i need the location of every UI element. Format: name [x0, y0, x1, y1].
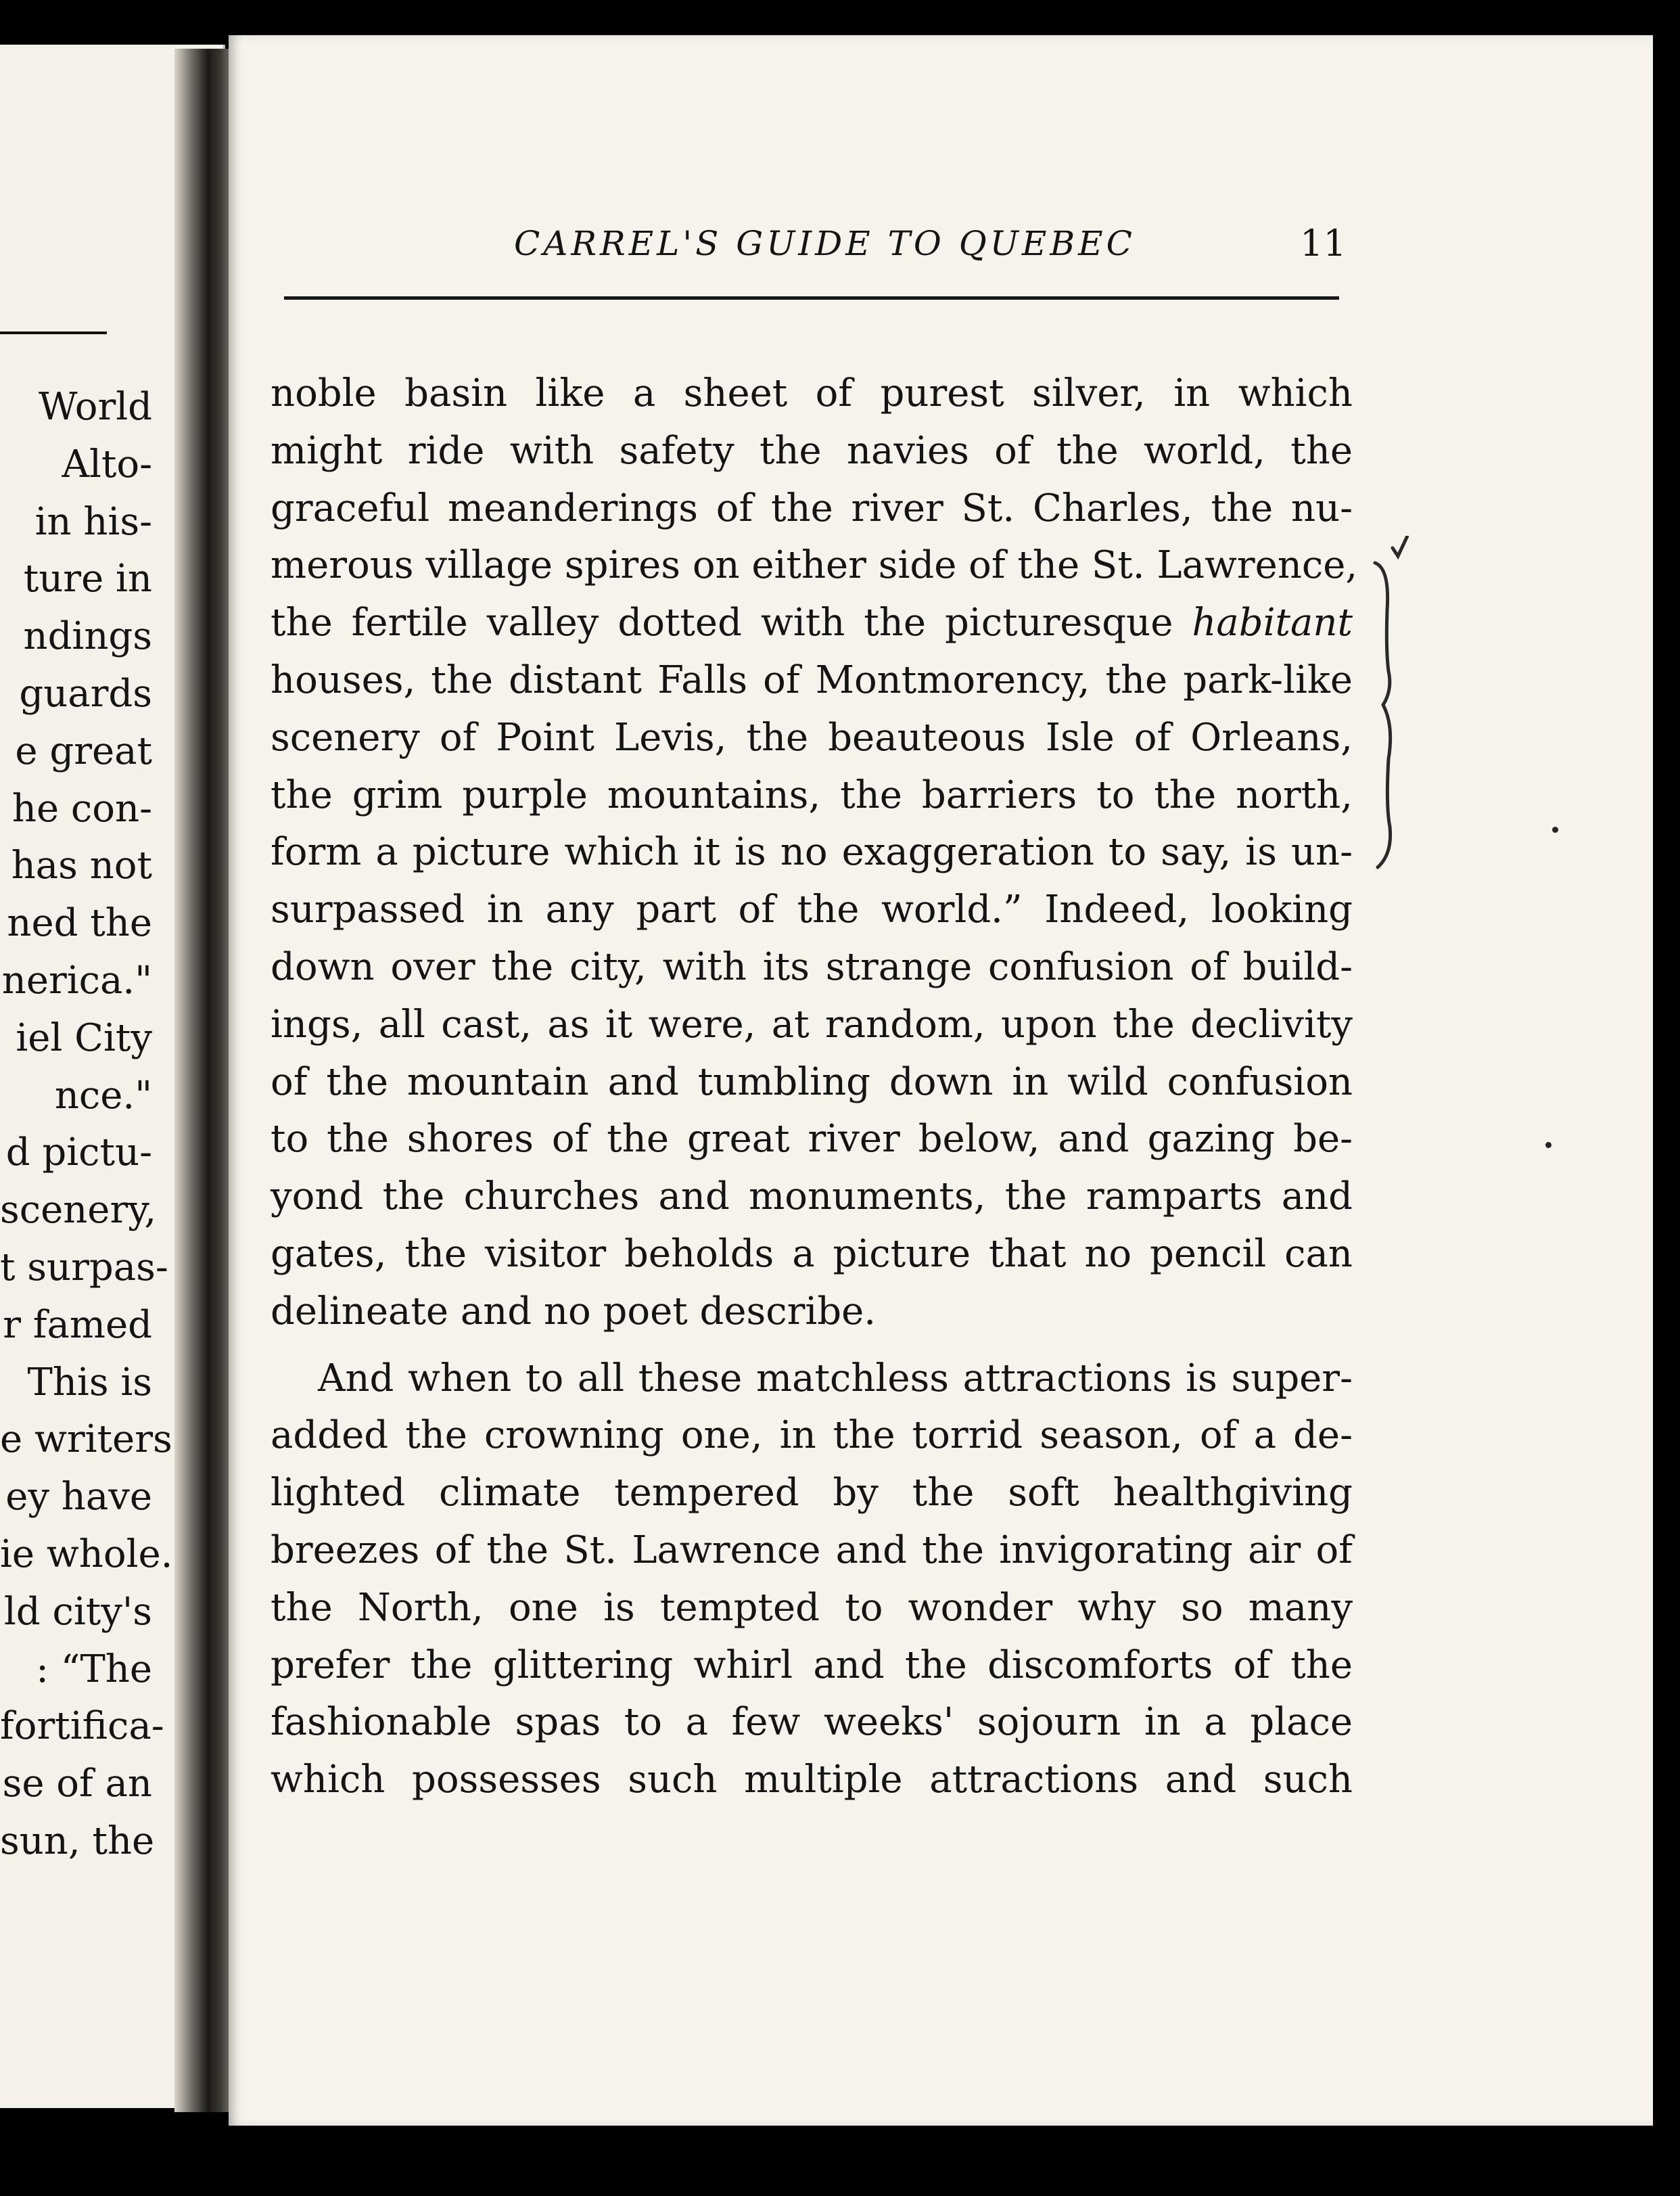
left-page-line: has not: [11, 844, 152, 888]
left-page-head-rule: [0, 331, 107, 334]
pencil-bracket-mark: [1348, 536, 1409, 894]
left-page-line: d pictu-: [5, 1130, 152, 1175]
binding-gutter: [174, 49, 235, 2112]
text-line: might ride with safety the navies of the world, the: [271, 428, 1353, 473]
head-rule: [284, 296, 1339, 300]
text-line: fashionable spas to a few weeks' sojourn in a place: [271, 1700, 1353, 1745]
left-page-line: guards: [19, 671, 152, 716]
text-line: yond the churches and monuments, the ramparts and: [271, 1174, 1353, 1219]
text-line: breezes of the St. Lawrence and the invigorating air of: [271, 1528, 1353, 1572]
text-line: graceful meanderings of the river St. Charles, the nu-: [271, 486, 1353, 530]
left-page-line: ture in: [23, 557, 152, 601]
text-line: delineate and no poet describe.: [271, 1289, 877, 1333]
speck: [1545, 1142, 1551, 1148]
text-line: gates, the visitor beholds a picture that no pencil can: [271, 1231, 1353, 1276]
left-page-line: nce.": [54, 1073, 152, 1118]
running-title: CARREL'S GUIDE TO QUEBEC: [514, 224, 1136, 263]
left-page-line: nerica.": [1, 958, 152, 1003]
left-page-line: ndings: [23, 614, 152, 659]
left-page-line: he con-: [11, 786, 152, 831]
left-page-line: se of an: [2, 1762, 152, 1806]
left-page-line: ey have: [5, 1475, 152, 1519]
text-line: the grim purple mountains, the barriers to the north,: [271, 773, 1353, 817]
left-page-line: e great: [15, 729, 152, 773]
text-line: the fertile valley dotted with the picturesque habitant: [271, 601, 1353, 645]
text-line: which possesses such multiple attractions and such: [271, 1758, 1353, 1802]
left-page-line: iel City: [16, 1015, 152, 1060]
text-line: And when to all these matchless attractions is super-: [318, 1356, 1353, 1400]
left-page-line: fortifica-: [0, 1704, 164, 1749]
text-line: prefer the glittering whirl and the discomforts of the: [271, 1643, 1353, 1687]
left-page-line: t surpas-: [0, 1245, 168, 1289]
page-number: 11: [1300, 222, 1347, 265]
text-line: lighted climate tempered by the soft healthgiving: [271, 1471, 1353, 1515]
body-text: [271, 365, 1358, 1809]
text-line: ings, all cast, as it were, at random, upon the declivity: [271, 1002, 1353, 1047]
paragraph-gap: [271, 1341, 1353, 1350]
text-line: noble basin like a sheet of purest silver, in which: [271, 371, 1353, 415]
left-page-line: This is: [27, 1360, 152, 1404]
text-line: houses, the distant Falls of Montmorency, the park-like: [271, 658, 1353, 702]
text-line: to the shores of the great river below, and gazing be-: [271, 1117, 1353, 1162]
left-page-line: ie whole.: [0, 1532, 173, 1576]
text-line: form a picture which it is no exaggeration to say, is un-: [271, 830, 1353, 875]
running-head: [229, 210, 1347, 277]
left-page-line: e writers: [0, 1417, 172, 1462]
left-page-line: : “The: [36, 1647, 152, 1691]
main-page: [229, 35, 1653, 2126]
text-line: added the crowning one, in the torrid season, of a de-: [271, 1413, 1353, 1458]
left-page-line: Alto-: [62, 442, 152, 486]
left-page-line: scenery,: [0, 1188, 157, 1233]
left-page-line: in his-: [34, 499, 152, 544]
text-line: the North, one is tempted to wonder why so many: [271, 1585, 1353, 1630]
left-page-line: sun, the: [0, 1818, 155, 1863]
text-line: merous village spires on either side of the St. Lawrence,: [271, 543, 1358, 588]
text-line: surpassed in any part of the world.” Indeed, looking: [271, 888, 1353, 932]
text-line: scenery of Point Levis, the beauteous Isle of Orleans,: [271, 715, 1353, 760]
text-line: down over the city, with its strange confusion of build-: [271, 944, 1353, 989]
text-line: of the mountain and tumbling down in wild confusion: [271, 1059, 1353, 1104]
left-page-line: ned the: [7, 901, 152, 946]
speck: [1552, 827, 1558, 833]
left-page-text-fragments: [0, 379, 173, 1871]
left-page-line: r famed: [3, 1302, 152, 1347]
left-page-line: ld city's: [3, 1589, 152, 1634]
left-page-line: World: [39, 385, 152, 429]
